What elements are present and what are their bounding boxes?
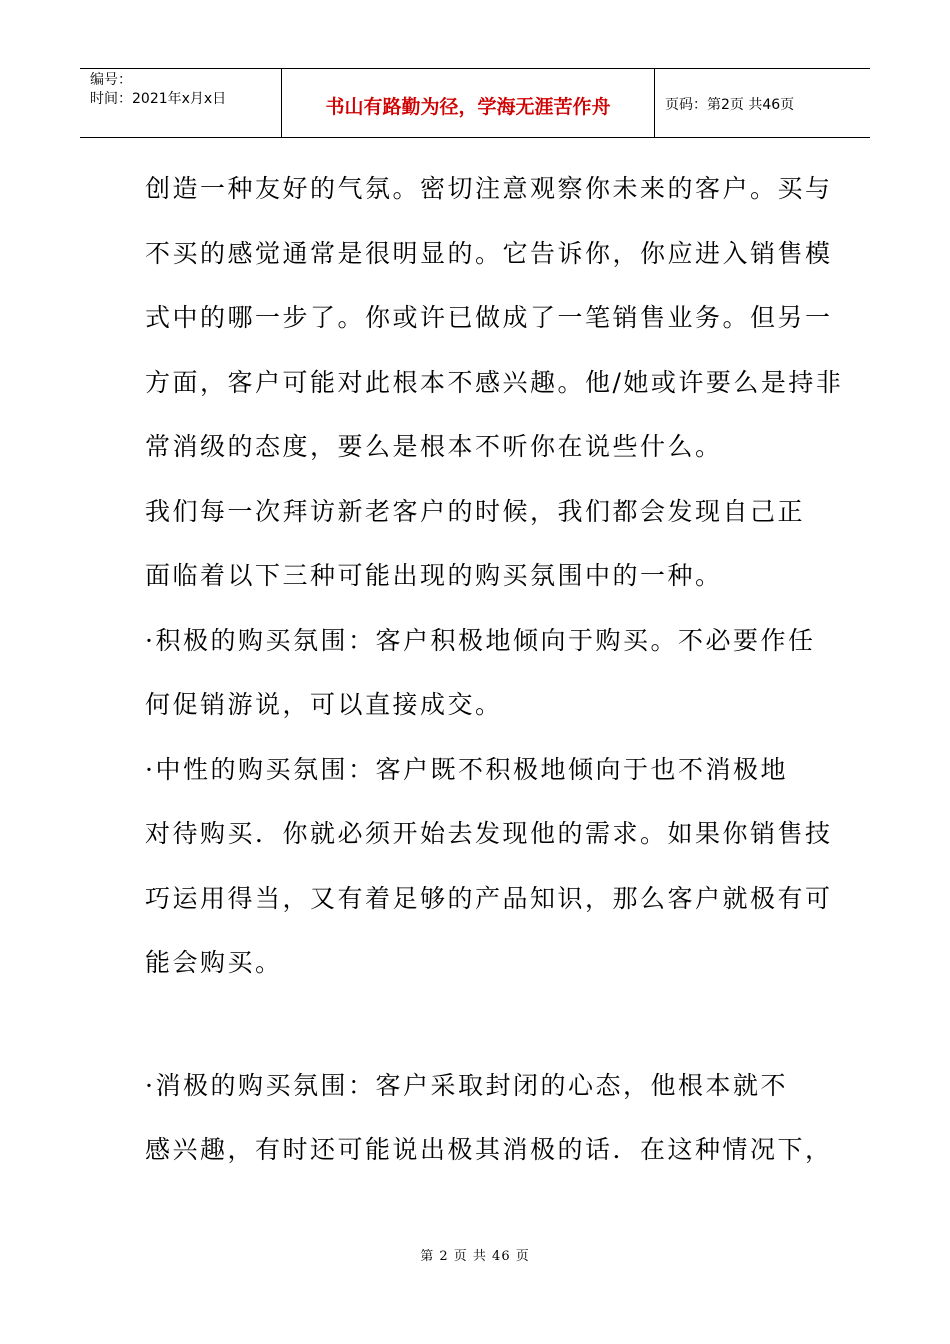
text-line: 创造一种友好的气氛。密切注意观察你未来的客户。买与 bbox=[145, 174, 833, 203]
document-body bbox=[145, 157, 844, 1183]
header-page-info: 页码：第2页 共46页 bbox=[665, 97, 795, 113]
text-line: 常消级的态度，要么是根本不听你在说些什么。 bbox=[145, 432, 723, 461]
text-line: 式中的哪一步了。你或许已做成了一笔销售业务。但另一 bbox=[145, 303, 833, 332]
text-line: 不买的感觉通常是很明显的。它告诉你，你应进入销售模 bbox=[145, 238, 833, 268]
text-line: 我们每一次拜访新老客户的时候，我们都会发现自己正 bbox=[145, 496, 806, 526]
text-line: 何促销游说，可以直接成交。 bbox=[145, 690, 503, 719]
text-line: 方面，客户可能对此根本不感兴趣。他/她或许要么是持非 bbox=[145, 367, 844, 397]
text-line: 面临着以下三种可能出现的购买氛围中的一种。 bbox=[145, 561, 723, 590]
time-label: 时间：2021年x月x日 bbox=[90, 91, 227, 107]
header-motto: 书山有路勤为径，学海无涯苦作舟 bbox=[282, 69, 655, 137]
page-header bbox=[80, 68, 870, 138]
paragraph-gap bbox=[145, 996, 810, 1054]
text-line: ·积极的购买氛围：客户积极地倾向于购买。不必要作任 bbox=[145, 625, 816, 655]
text-line: ·消极的购买氛围：客户采取封闭的心态，他根本就不 bbox=[145, 1070, 788, 1100]
text-line: 对待购买．你就必须开始去发现他的需求。如果你销售技 bbox=[145, 819, 833, 848]
text-line: ·中性的购买氛围：客户既不积极地倾向于也不消极地 bbox=[145, 754, 788, 784]
number-label: 编号： bbox=[90, 72, 132, 88]
text-line: 能会购买。 bbox=[145, 948, 283, 977]
page-footer: 第 2 页 共 46 页 bbox=[420, 1249, 530, 1264]
text-line: 感兴趣，有时还可能说出极其消极的话．在这种情况下， bbox=[145, 1135, 833, 1164]
text-line: 巧运用得当，又有着足够的产品知识，那么客户就极有可 bbox=[145, 883, 833, 913]
header-meta bbox=[80, 69, 282, 137]
